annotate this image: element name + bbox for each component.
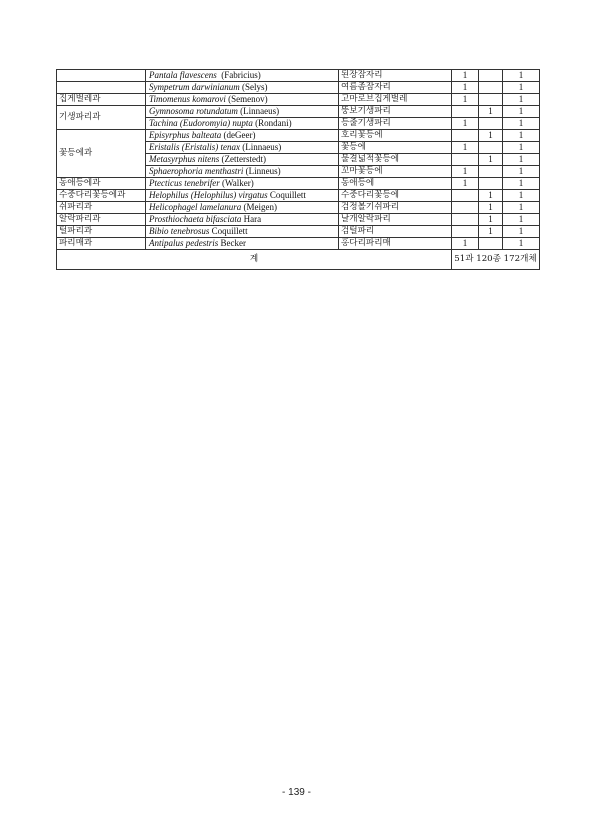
count-cell: 1 (479, 202, 503, 214)
count-cell: 1 (503, 214, 540, 226)
total-row (57, 250, 540, 270)
scientific-name: Pantala flavescens (Fabricius) (146, 70, 339, 82)
count-cell (452, 154, 479, 166)
count-cell (479, 82, 503, 94)
count-cell: 1 (452, 166, 479, 178)
count-cell (479, 118, 503, 130)
scientific-name: Metasyrphus nitens (Zetterstedt) (146, 154, 339, 166)
korean-name: 동애등에 (339, 178, 452, 190)
count-cell: 1 (503, 154, 540, 166)
count-cell: 1 (503, 94, 540, 106)
count-cell (479, 94, 503, 106)
korean-name: 고마로브집게벌레 (339, 94, 452, 106)
family-cell (57, 70, 146, 82)
count-cell: 1 (452, 238, 479, 250)
count-cell: 1 (479, 154, 503, 166)
count-cell (452, 190, 479, 202)
count-cell: 1 (479, 130, 503, 142)
korean-name: 호리꽃등에 (339, 130, 452, 142)
count-cell: 1 (503, 130, 540, 142)
count-cell (452, 202, 479, 214)
family-cell: 알락파리과 (57, 214, 146, 226)
korean-name: 된장잠자리 (339, 70, 452, 82)
korean-name: 검정볼기쉬파리 (339, 202, 452, 214)
scientific-name: Helophilus (Helophilus) virgatus Coquillett (146, 190, 339, 202)
count-cell: 1 (452, 142, 479, 154)
total-summary: 51과 120종 172개체 (452, 250, 540, 270)
count-cell: 1 (479, 106, 503, 118)
scientific-name: Episyrphus balteata (deGeer) (146, 130, 339, 142)
table-row (57, 214, 540, 226)
korean-name: 뚱보기생파리 (339, 106, 452, 118)
scientific-name: Eristalis (Eristalis) tenax (Linnaeus) (146, 142, 339, 154)
family-cell: 꽃등에과 (57, 130, 146, 178)
count-cell: 1 (503, 142, 540, 154)
count-cell (452, 226, 479, 238)
total-label: 계 (57, 250, 452, 270)
table-row (57, 82, 540, 94)
count-cell: 1 (452, 70, 479, 82)
korean-name: 꽃등에 (339, 142, 452, 154)
count-cell: 1 (503, 238, 540, 250)
scientific-name: Helicophagel lamelanura (Meigen) (146, 202, 339, 214)
family-cell (57, 82, 146, 94)
count-cell (479, 178, 503, 190)
family-cell: 파리매과 (57, 238, 146, 250)
korean-name: 수중다리꽃등에 (339, 190, 452, 202)
scientific-name: Tachina (Eudoromyia) nupta (Rondani) (146, 118, 339, 130)
count-cell: 1 (452, 82, 479, 94)
count-cell: 1 (503, 178, 540, 190)
count-cell: 1 (503, 166, 540, 178)
count-cell (479, 166, 503, 178)
count-cell (452, 130, 479, 142)
scientific-name: Sympetrum darwinianum (Selys) (146, 82, 339, 94)
count-cell: 1 (503, 82, 540, 94)
scientific-name: Ptecticus tenebrifer (Walker) (146, 178, 339, 190)
table-row (57, 190, 540, 202)
count-cell (452, 214, 479, 226)
page-number: - 139 - (282, 787, 311, 798)
count-cell: 1 (503, 118, 540, 130)
species-table (56, 69, 540, 270)
count-cell (479, 70, 503, 82)
scientific-name: Sphaerophoria menthastri (Linneus) (146, 166, 339, 178)
family-cell: 쉬파리과 (57, 202, 146, 214)
korean-name: 홍다리파리매 (339, 238, 452, 250)
count-cell: 1 (479, 214, 503, 226)
family-cell: 동애등에과 (57, 178, 146, 190)
count-cell: 1 (503, 70, 540, 82)
scientific-name: Bibio tenebrosus Coquillett (146, 226, 339, 238)
table-row (57, 178, 540, 190)
table-row (57, 106, 540, 118)
korean-name: 날개알락파리 (339, 214, 452, 226)
count-cell: 1 (479, 190, 503, 202)
scientific-name: Gymnosoma rotundatum (Linnaeus) (146, 106, 339, 118)
family-cell: 수중다리꽃등에과 (57, 190, 146, 202)
scientific-name: Antipalus pedestris Becker (146, 238, 339, 250)
korean-name: 꼬마꽃등에 (339, 166, 452, 178)
table-row (57, 130, 540, 142)
scientific-name: Prosthiochaeta bifasciata Hara (146, 214, 339, 226)
family-cell: 집게벌레과 (57, 94, 146, 106)
count-cell: 1 (452, 178, 479, 190)
table-row (57, 238, 540, 250)
count-cell: 1 (503, 190, 540, 202)
korean-name: 여름좀잠자리 (339, 82, 452, 94)
count-cell (452, 106, 479, 118)
count-cell: 1 (503, 106, 540, 118)
count-cell (479, 238, 503, 250)
count-cell: 1 (479, 226, 503, 238)
count-cell: 1 (452, 94, 479, 106)
korean-name: 물결넓적꽃등에 (339, 154, 452, 166)
scientific-name: Timomenus komarovi (Semenov) (146, 94, 339, 106)
korean-name: 등줄기생파리 (339, 118, 452, 130)
table-row (57, 94, 540, 106)
count-cell: 1 (503, 202, 540, 214)
table-row (57, 226, 540, 238)
count-cell: 1 (503, 226, 540, 238)
table-row (57, 202, 540, 214)
count-cell: 1 (452, 118, 479, 130)
family-cell: 털파리과 (57, 226, 146, 238)
family-cell: 기생파리과 (57, 106, 146, 130)
korean-name: 검털파리 (339, 226, 452, 238)
table-row (57, 70, 540, 82)
count-cell (479, 142, 503, 154)
